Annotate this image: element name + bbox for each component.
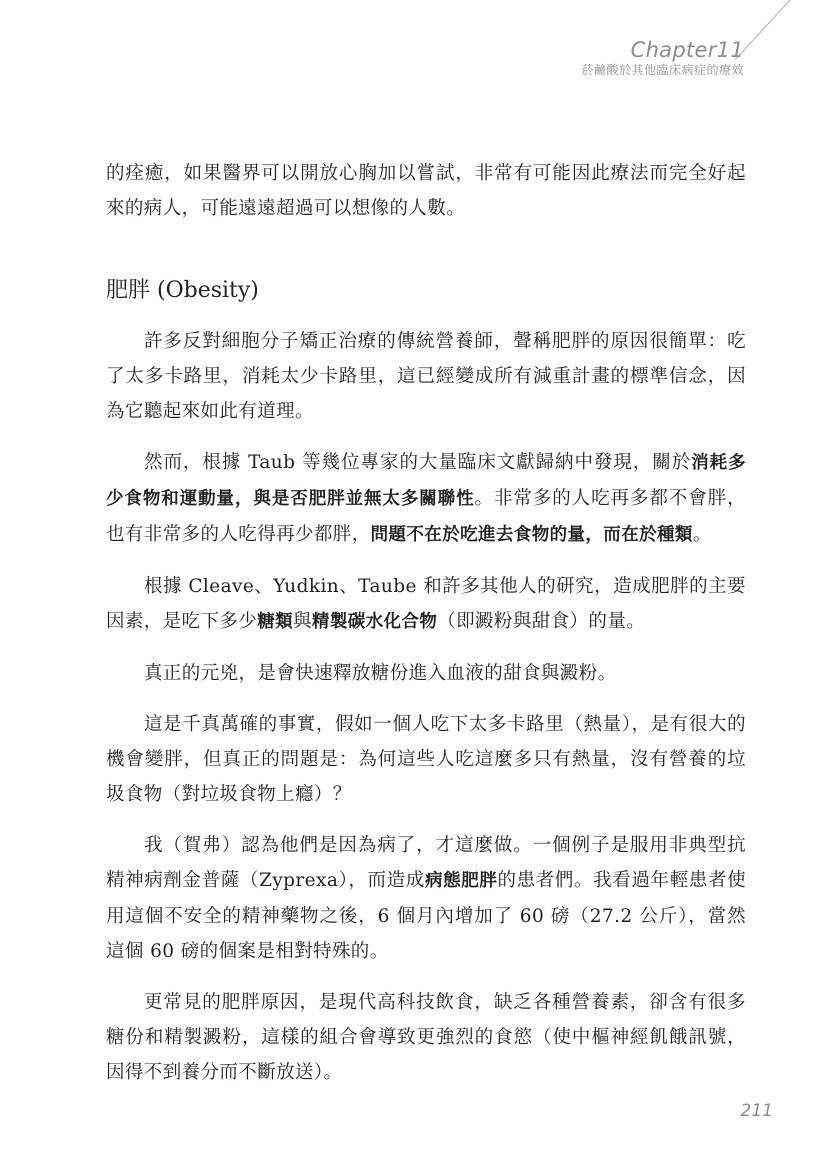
paragraph-3-bold-a: 糖類: [257, 612, 294, 632]
paragraph-7: 更常見的肥胖原因，是現代高科技飲食，缺乏各種營養素，卻含有很多糖份和精製澱粉，這樣的組合會導致更強烈的食慾（使中樞神經飢餓訊號，因得不到養分而不斷放送）。: [106, 992, 746, 1083]
paragraph-2: [106, 445, 746, 553]
intro-paragraph: 的痊癒，如果醫界可以開放心胸加以嘗試，非常有可能因此療法而完全好起來的病人，可能遠遠超過可以想像的人數。: [106, 163, 746, 219]
paragraph-3-bold-b: 精製碳水化合物: [311, 612, 438, 632]
paragraph-6-bold-a: 病態肥胖: [424, 871, 498, 891]
paragraph-3: [106, 569, 746, 640]
page-number: 211: [740, 1101, 773, 1121]
page-body: [106, 156, 746, 1090]
paragraph-3-text-a: 根據 Cleave、Yudkin、Taube 和許多其他人的研究，造成肥胖的主要因素，是吃下多少: [106, 576, 746, 632]
paragraph-4: 真正的元兇，是會快速釋放糖份進入血液的甜食與澱粉。: [144, 663, 617, 684]
chapter-subtitle: 菸鹼酸於其他臨床病症的療效: [581, 63, 744, 77]
paragraph-1: 許多反對細胞分子矯正治療的傳統營養師，聲稱肥胖的原因很簡單：吃了太多卡路里，消耗太少卡路里，這已經變成所有減重計畫的標準信念，因為它聽起來如此有道理。: [106, 331, 746, 422]
paragraph-3-text-c: （即澱粉與甜食）的量。: [437, 611, 646, 632]
paragraph-3-text-b: 與: [293, 611, 312, 632]
paragraph-2-bold-a: 消耗多少食物和運動量，與是否肥胖並無太多關聯性: [106, 453, 747, 509]
paragraph-2-text-a: 然而，根據 Taub 等幾位專家的大量臨床文獻歸納中發現，關於: [144, 452, 692, 473]
paragraph-2-text-b: 。非常多的人吃再多都不會胖，也有非常多的人吃得再少都胖，: [106, 488, 746, 545]
running-header: [581, 38, 744, 78]
paragraph-6: [106, 828, 746, 969]
paragraph-6-text-a: 我（賀弗）認為他們是因為病了，才這麼做。一個例子是服用非典型抗精神病劑金普薩（Zyprexa），而造成: [106, 835, 746, 891]
paragraph-6-text-b: 的患者們。我看過年輕患者使用這個不安全的精神藥物之後，6 個月內增加了 60 磅（27.2 公斤），當然這個 60 磅的個案是相對特殊的。: [106, 870, 746, 962]
section-title: 肥胖 (Obesity): [106, 278, 259, 303]
paragraph-2-bold-b: 問題不在於吃進去食物的量，而在於種類: [370, 525, 693, 545]
chapter-label: Chapter11: [630, 38, 744, 62]
paragraph-5: 這是千真萬確的事實，假如一個人吃下太多卡路里（熱量），是有很大的機會變胖，但真正的問題是：為何這些人吃這麼多只有熱量，沒有營養的垃圾食物（對垃圾食物上癮）？: [106, 714, 746, 805]
paragraph-2-text-c: 。: [692, 524, 712, 545]
